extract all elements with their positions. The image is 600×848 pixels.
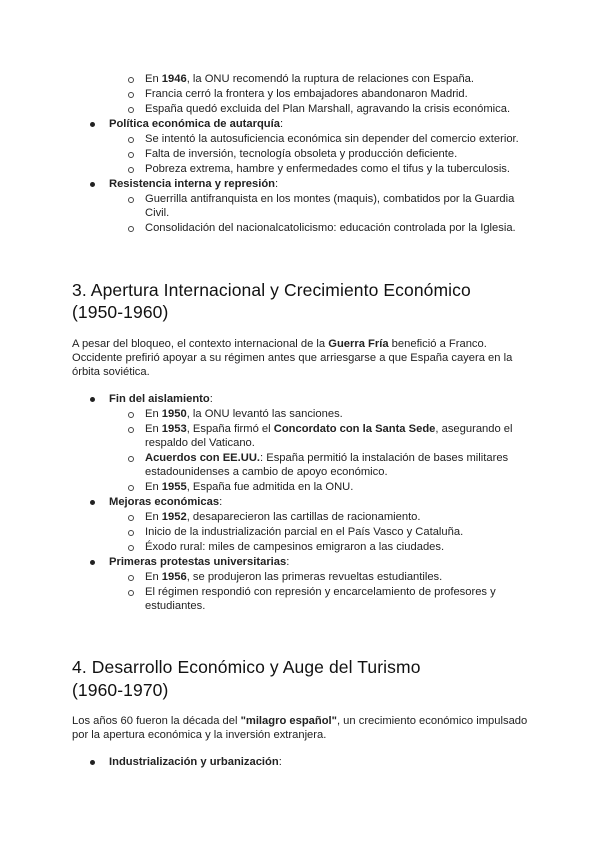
list-heading: Política económica de autarquía: xyxy=(109,118,284,130)
bullet-hollow xyxy=(128,515,134,521)
bullet-hollow xyxy=(128,197,134,203)
list-heading: Mejoras económicas: xyxy=(109,496,223,508)
list-item: España quedó excluida del Plan Marshall, agravando la crisis económica. xyxy=(145,103,511,115)
list-item: Pobreza extrema, hambre y enfermedades como el tifus y la tuberculosis. xyxy=(145,163,511,175)
list-heading: Resistencia interna y represión: xyxy=(109,178,279,190)
bullet-hollow xyxy=(128,412,134,418)
bullet-hollow xyxy=(128,545,134,551)
list-item: En 1955, España fue admitida en la ONU. xyxy=(145,481,354,493)
bullet-filled xyxy=(90,500,95,505)
paragraph-line: órbita soviética. xyxy=(72,366,150,378)
list-item: En 1953, España firmó el Concordato con la Santa Sede, asegurando el xyxy=(145,423,513,435)
list-item: Francia cerró la frontera y los embajadores abandonaron Madrid. xyxy=(145,88,468,100)
list-item: En 1952, desaparecieron las cartillas de racionamiento. xyxy=(145,511,421,523)
list-item: En 1956, se produjeron las primeras revueltas estudiantiles. xyxy=(145,571,443,583)
bullet-hollow xyxy=(128,77,134,83)
bullet-hollow xyxy=(128,137,134,143)
bullet-hollow xyxy=(128,530,134,536)
paragraph-line: Occidente prefirió apoyar a su régimen antes que arriesgarse a que España cayera en la xyxy=(72,352,513,364)
section-heading-continuation: (1960-1970) xyxy=(72,680,169,700)
bullet-hollow xyxy=(128,92,134,98)
bullet-hollow xyxy=(128,167,134,173)
paragraph-line: Los años 60 fueron la década del "milagro español", un crecimiento económico impulsado xyxy=(72,715,528,727)
bullet-hollow xyxy=(128,427,134,433)
list-item: Acuerdos con EE.UU.: España permitió la instalación de bases militares xyxy=(145,452,509,464)
paragraph-line: A pesar del bloqueo, el contexto internacional de la Guerra Fría benefició a Franco. xyxy=(72,338,487,350)
list-item-continuation: Civil. xyxy=(145,207,170,219)
bullet-hollow xyxy=(128,575,134,581)
section-heading-continuation: (1950-1960) xyxy=(72,302,169,322)
bullet-hollow xyxy=(128,456,134,462)
bullet-filled xyxy=(90,122,95,127)
list-heading: Primeras protestas universitarias: xyxy=(109,556,290,568)
list-item: En 1946, la ONU recomendó la ruptura de relaciones con España. xyxy=(145,73,474,85)
bullet-hollow xyxy=(128,152,134,158)
bullet-filled xyxy=(90,560,95,565)
list-item-continuation: estudiantes. xyxy=(145,600,206,612)
bullet-hollow xyxy=(128,226,134,232)
list-item-continuation: respaldo del Vaticano. xyxy=(145,437,255,449)
list-item: Consolidación del nacionalcatolicismo: educación controlada por la Iglesia. xyxy=(145,222,516,234)
bullet-filled xyxy=(90,760,95,765)
bullet-hollow xyxy=(128,107,134,113)
list-item: Guerrilla antifranquista en los montes (maquis), combatidos por la Guardia xyxy=(145,193,515,205)
list-item-continuation: estadounidenses a cambio de apoyo económico. xyxy=(145,466,388,478)
list-item: En 1950, la ONU levantó las sanciones. xyxy=(145,408,343,420)
bullet-filled xyxy=(90,397,95,402)
list-item: Éxodo rural: miles de campesinos emigraron a las ciudades. xyxy=(145,541,445,553)
bullet-hollow xyxy=(128,485,134,491)
list-item: Se intentó la autosuficiencia económica sin depender del comercio exterior. xyxy=(145,133,519,145)
bullet-hollow xyxy=(128,590,134,596)
list-item: Inicio de la industrialización parcial en el País Vasco y Cataluña. xyxy=(145,526,464,538)
bullet-filled xyxy=(90,182,95,187)
list-item: Falta de inversión, tecnología obsoleta y producción deficiente. xyxy=(145,148,458,160)
paragraph-line: por la apertura económica y la inversión extranjera. xyxy=(72,729,327,741)
list-item: El régimen respondió con represión y encarcelamiento de profesores y xyxy=(145,586,496,598)
list-heading: Fin del aislamiento: xyxy=(109,393,213,405)
list-heading: Industrialización y urbanización: xyxy=(109,756,282,768)
section-heading: 3. Apertura Internacional y Crecimiento Económico xyxy=(72,280,471,300)
section-heading: 4. Desarrollo Económico y Auge del Turismo xyxy=(72,657,421,677)
